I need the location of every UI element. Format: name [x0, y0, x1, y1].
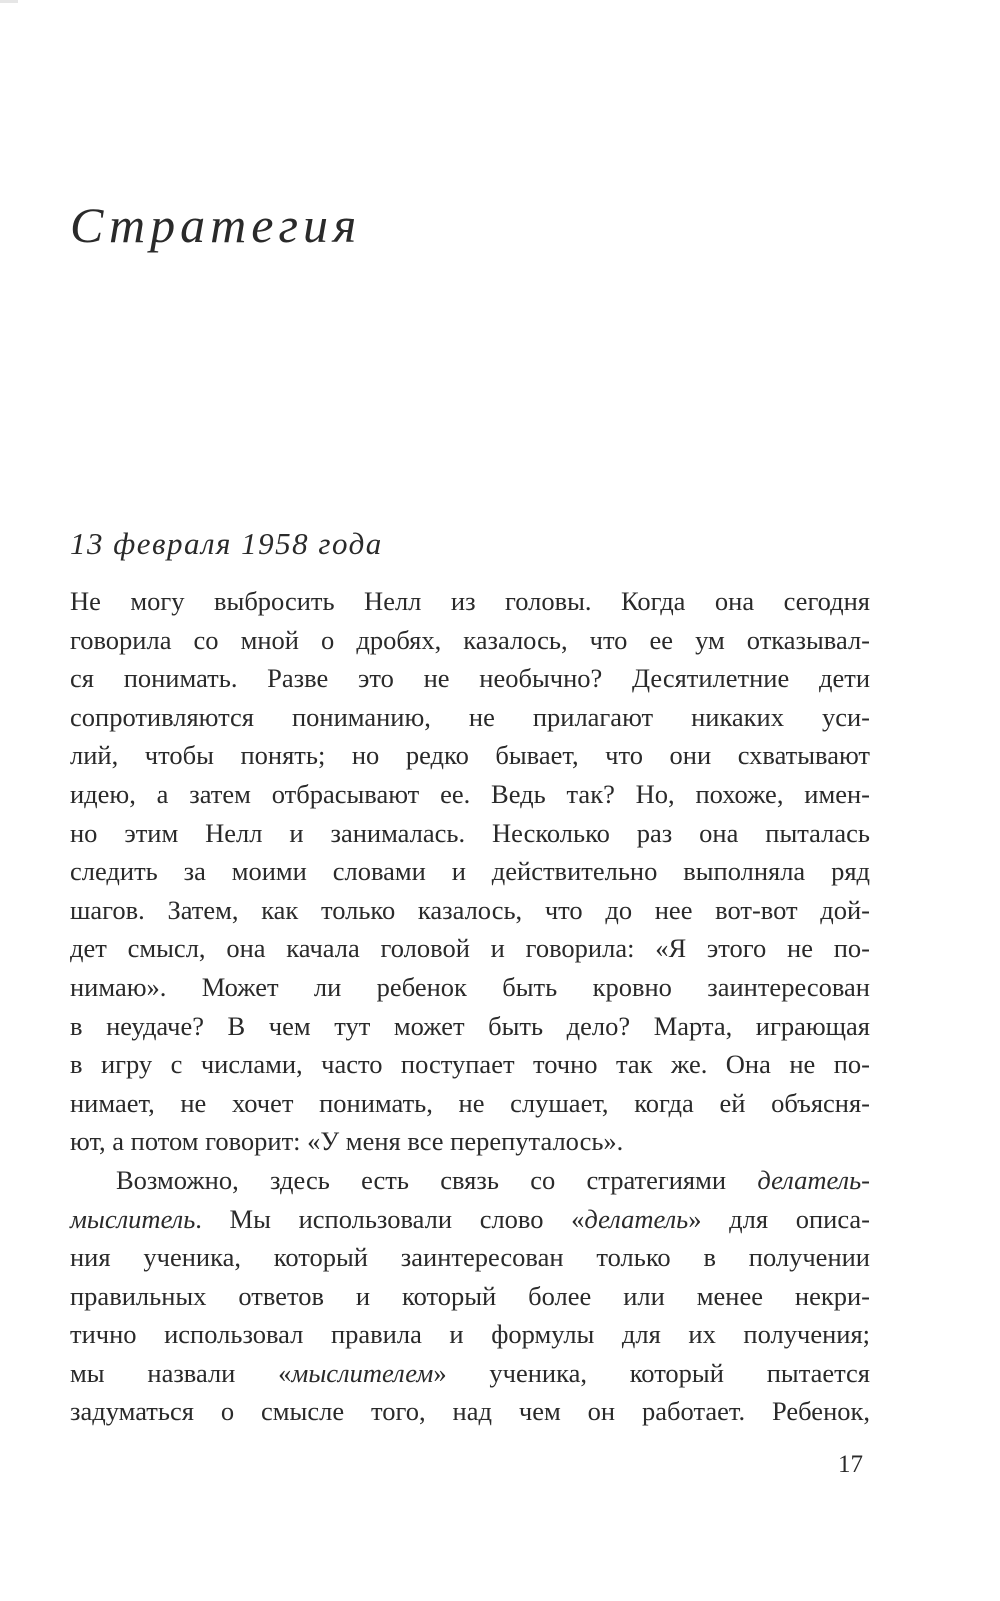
text-line: нимает, не хочет понимать, не слушает, когда ей объясня-	[70, 1087, 870, 1118]
page-number: 17	[838, 1451, 863, 1478]
text-line: ния ученика, который заинтересован только в получении	[70, 1242, 870, 1273]
chapter-title: Стратегия	[70, 197, 362, 253]
text-line: следить за моими словами и действительно выполняла ряд	[70, 856, 870, 887]
text-line: идею, а затем отбрасывают ее. Ведь так? Но, похоже, имен-	[70, 778, 870, 809]
text-run: мы назвали «	[70, 1357, 292, 1388]
text-line-paragraph-start	[70, 1161, 870, 1200]
italic-term: делатель	[584, 1203, 689, 1234]
body-text	[70, 582, 870, 1431]
text-line: сопротивляются пониманию, не прилагают никаких уси-	[70, 701, 870, 732]
text-line: ся понимать. Разве это не необычно? Десятилетние дети	[70, 663, 870, 694]
text-run: Возможно, здесь есть связь со стратегиями	[116, 1164, 758, 1195]
text-line: задуматься о смысле того, над чем он работает. Ребенок,	[70, 1396, 870, 1427]
diary-entry-date: 13 февраля 1958 года	[70, 526, 383, 561]
text-run: » ученика, который пытается	[433, 1357, 870, 1388]
text-line: тично использовал правила и формулы для их получения;	[70, 1319, 870, 1350]
italic-term: мыслитель	[70, 1203, 196, 1234]
page-edge-mark	[0, 0, 18, 3]
text-line: шагов. Затем, как только казалось, что до нее вот-вот дой-	[70, 894, 870, 925]
text-line: в неудаче? В чем тут может быть дело? Марта, играющая	[70, 1010, 870, 1041]
text-line: говорила со мной о дробях, казалось, что ее ум отказывал-	[70, 624, 870, 655]
text-run: . Мы использовали слово «	[195, 1203, 585, 1234]
text-line: Не могу выбросить Нелл из головы. Когда она сегодня	[70, 586, 870, 616]
text-line: нимаю». Может ли ребенок быть кровно заинтересован	[70, 971, 870, 1002]
text-line: но этим Нелл и занималась. Несколько раз она пыталась	[70, 817, 870, 848]
text-line-paragraph-end: ют, а потом говорит: «У меня все перепуталось».	[70, 1126, 624, 1157]
text-run: » для описа-	[688, 1203, 870, 1234]
italic-term: делатель-	[757, 1164, 870, 1195]
text-line: дет смысл, она качала головой и говорила: «Я этого не по-	[70, 933, 870, 964]
text-line	[70, 1200, 870, 1239]
text-line: лий, чтобы понять; но редко бывает, что они схватывают	[70, 740, 870, 771]
italic-term: мыслителем	[291, 1357, 434, 1388]
text-line: в игру с числами, часто поступает точно так же. Она не по-	[70, 1049, 870, 1080]
text-line: правильных ответов и который более или менее некри-	[70, 1280, 870, 1311]
text-line	[70, 1354, 870, 1393]
